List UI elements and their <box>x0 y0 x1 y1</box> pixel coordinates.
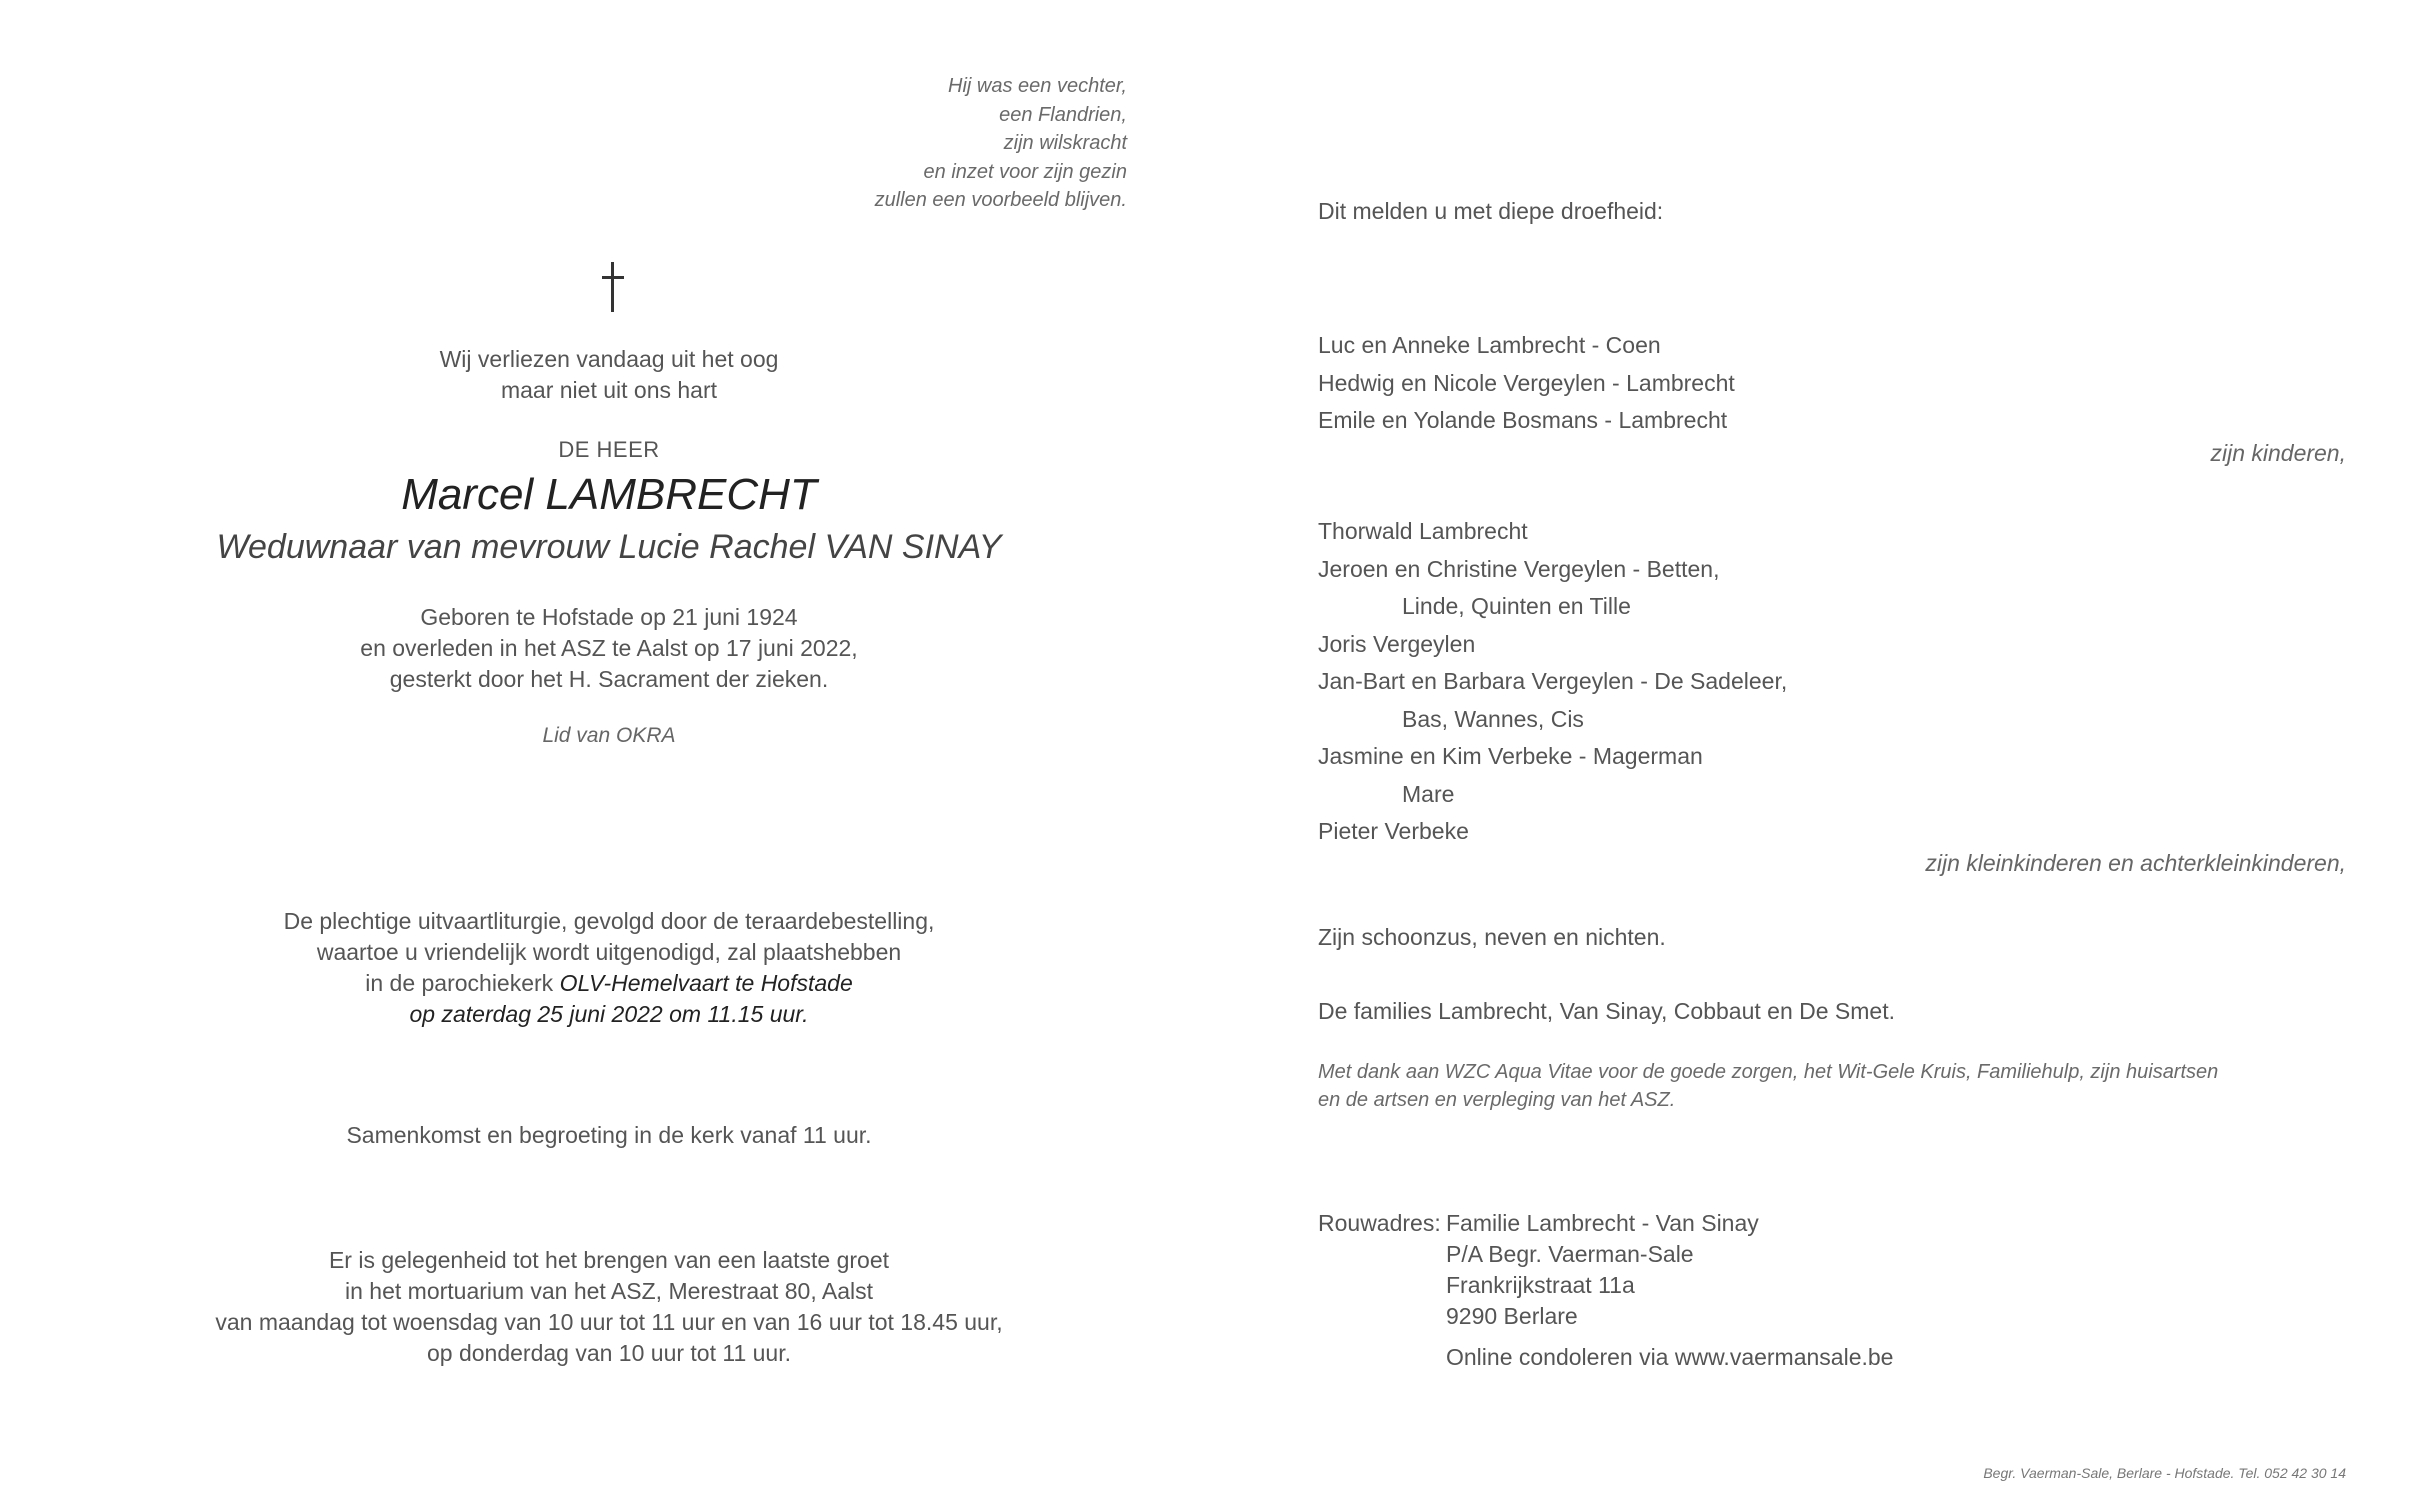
grandchild-entry: Jeroen en Christine Vergeylen - Betten, <box>1318 555 1720 582</box>
membership: Lid van OKRA <box>542 724 676 747</box>
birth-line: gesterkt door het H. Sacrament der zieken. <box>389 666 829 692</box>
grandchild-entry: Pieter Verbeke <box>1318 818 1469 844</box>
grandchildren-list <box>1318 513 1787 851</box>
address-line: P/A Begr. Vaerman-Sale <box>1446 1241 1694 1267</box>
grandchild-entry: Jan-Bart en Barbara Vergeylen - De Sadeleer, <box>1318 668 1788 694</box>
service-church-prefix: in de parochiekerk <box>365 970 560 996</box>
motto-line: Hij was een vechter, <box>948 75 1127 97</box>
service-line: De plechtige uitvaartliturgie, gevolgd door de teraardebestelling, <box>283 908 935 934</box>
birth-death-info <box>209 602 1009 695</box>
funeral-service-info <box>159 906 1059 1030</box>
address-label: Rouwadres: <box>1318 1210 1441 1236</box>
intro-line: maar niet uit ons hart <box>500 377 718 403</box>
grandchild-entry: Thorwald Lambrecht <box>1318 518 1528 544</box>
in-laws-line: Zijn schoonzus, neven en nichten. <box>1318 924 1666 950</box>
grandchildren-role: zijn kleinkinderen en achterkleinkinderen, <box>1925 850 2346 876</box>
service-church: OLV-Hemelvaart te Hofstade <box>559 970 853 996</box>
viewing-info <box>159 1245 1059 1369</box>
gathering-info: Samenkomst en begroeting in de kerk vanaf 11 uur. <box>346 1122 872 1148</box>
address-line: Familie Lambrecht - Van Sinay <box>1446 1210 1759 1236</box>
viewing-line: van maandag tot woensdag van 10 uur tot 11 uur en van 16 uur tot 18.45 uur, <box>215 1309 1003 1335</box>
birth-line: Geboren te Hofstade op 21 juni 1924 <box>420 604 798 630</box>
great-grandchild-entry: Bas, Wannes, Cis <box>1402 705 1584 732</box>
mourning-address <box>1318 1208 1759 1332</box>
grandchild-entry: Joris Vergeylen <box>1318 630 1476 657</box>
great-grandchild-entry: Linde, Quinten en Tille <box>1402 593 1631 619</box>
latin-cross-icon <box>596 262 630 314</box>
great-grandchild-entry: Mare <box>1402 780 1455 807</box>
motto-line: een Flandrien, <box>999 103 1127 126</box>
thanks-line: Met dank aan WZC Aqua Vitae voor de goede zorgen, het Wit-Gele Kruis, Familiehulp, zijn huisartsen <box>1318 1061 2219 1083</box>
intro-line: Wij verliezen vandaag uit het oog <box>439 346 779 372</box>
motto-quote <box>707 72 1127 215</box>
address-line: 9290 Berlare <box>1446 1303 1578 1329</box>
online-condolence: Online condoleren via www.vaermansale.be <box>1446 1344 1894 1370</box>
viewing-line: in het mortuarium van het ASZ, Merestraat 80, Aalst <box>345 1278 873 1304</box>
service-datetime: op zaterdag 25 juni 2022 om 11.15 uur. <box>409 1001 809 1027</box>
grandchild-entry: Jasmine en Kim Verbeke - Magerman <box>1318 743 1703 769</box>
deceased-name: Marcel LAMBRECHT <box>401 470 817 519</box>
address-line: Frankrijkstraat 11a <box>1446 1272 1635 1298</box>
child-entry: Luc en Anneke Lambrecht - Coen <box>1318 332 1661 358</box>
viewing-line: Er is gelegenheid tot het brengen van een laatste groet <box>328 1247 890 1273</box>
service-line <box>159 968 1059 999</box>
child-entry: Hedwig en Nicole Vergeylen - Lambrecht <box>1318 369 1735 396</box>
viewing-line: op donderdag van 10 uur tot 11 uur. <box>426 1340 792 1366</box>
motto-line: en inzet voor zijn gezin <box>923 160 1127 183</box>
motto-line: zijn wilskracht <box>1003 132 1127 154</box>
families-line: De families Lambrecht, Van Sinay, Cobbaut en De Smet. <box>1318 998 1895 1024</box>
intro-text <box>209 344 1009 406</box>
thanks-note <box>1318 1058 2318 1114</box>
thanks-line: en de artsen en verpleging van het ASZ. <box>1318 1089 1676 1111</box>
honorific: DE HEER <box>558 437 660 462</box>
announcement: Dit melden u met diepe droefheid: <box>1318 198 1664 224</box>
footer-imprint: Begr. Vaerman-Sale, Berlare - Hofstade. Tel. 052 42 30 14 <box>1983 1465 2346 1481</box>
birth-line: en overleden in het ASZ te Aalst op 17 juni 2022, <box>360 635 858 661</box>
children-list <box>1318 327 1735 440</box>
children-role: zijn kinderen, <box>2210 440 2346 466</box>
service-line: waartoe u vriendelijk wordt uitgenodigd, zal plaatshebben <box>316 939 902 965</box>
widow-line: Weduwnaar van mevrouw Lucie Rachel VAN SINAY <box>216 528 1002 566</box>
motto-line: zullen een voorbeeld blijven. <box>874 189 1127 211</box>
child-entry: Emile en Yolande Bosmans - Lambrecht <box>1318 407 1728 433</box>
